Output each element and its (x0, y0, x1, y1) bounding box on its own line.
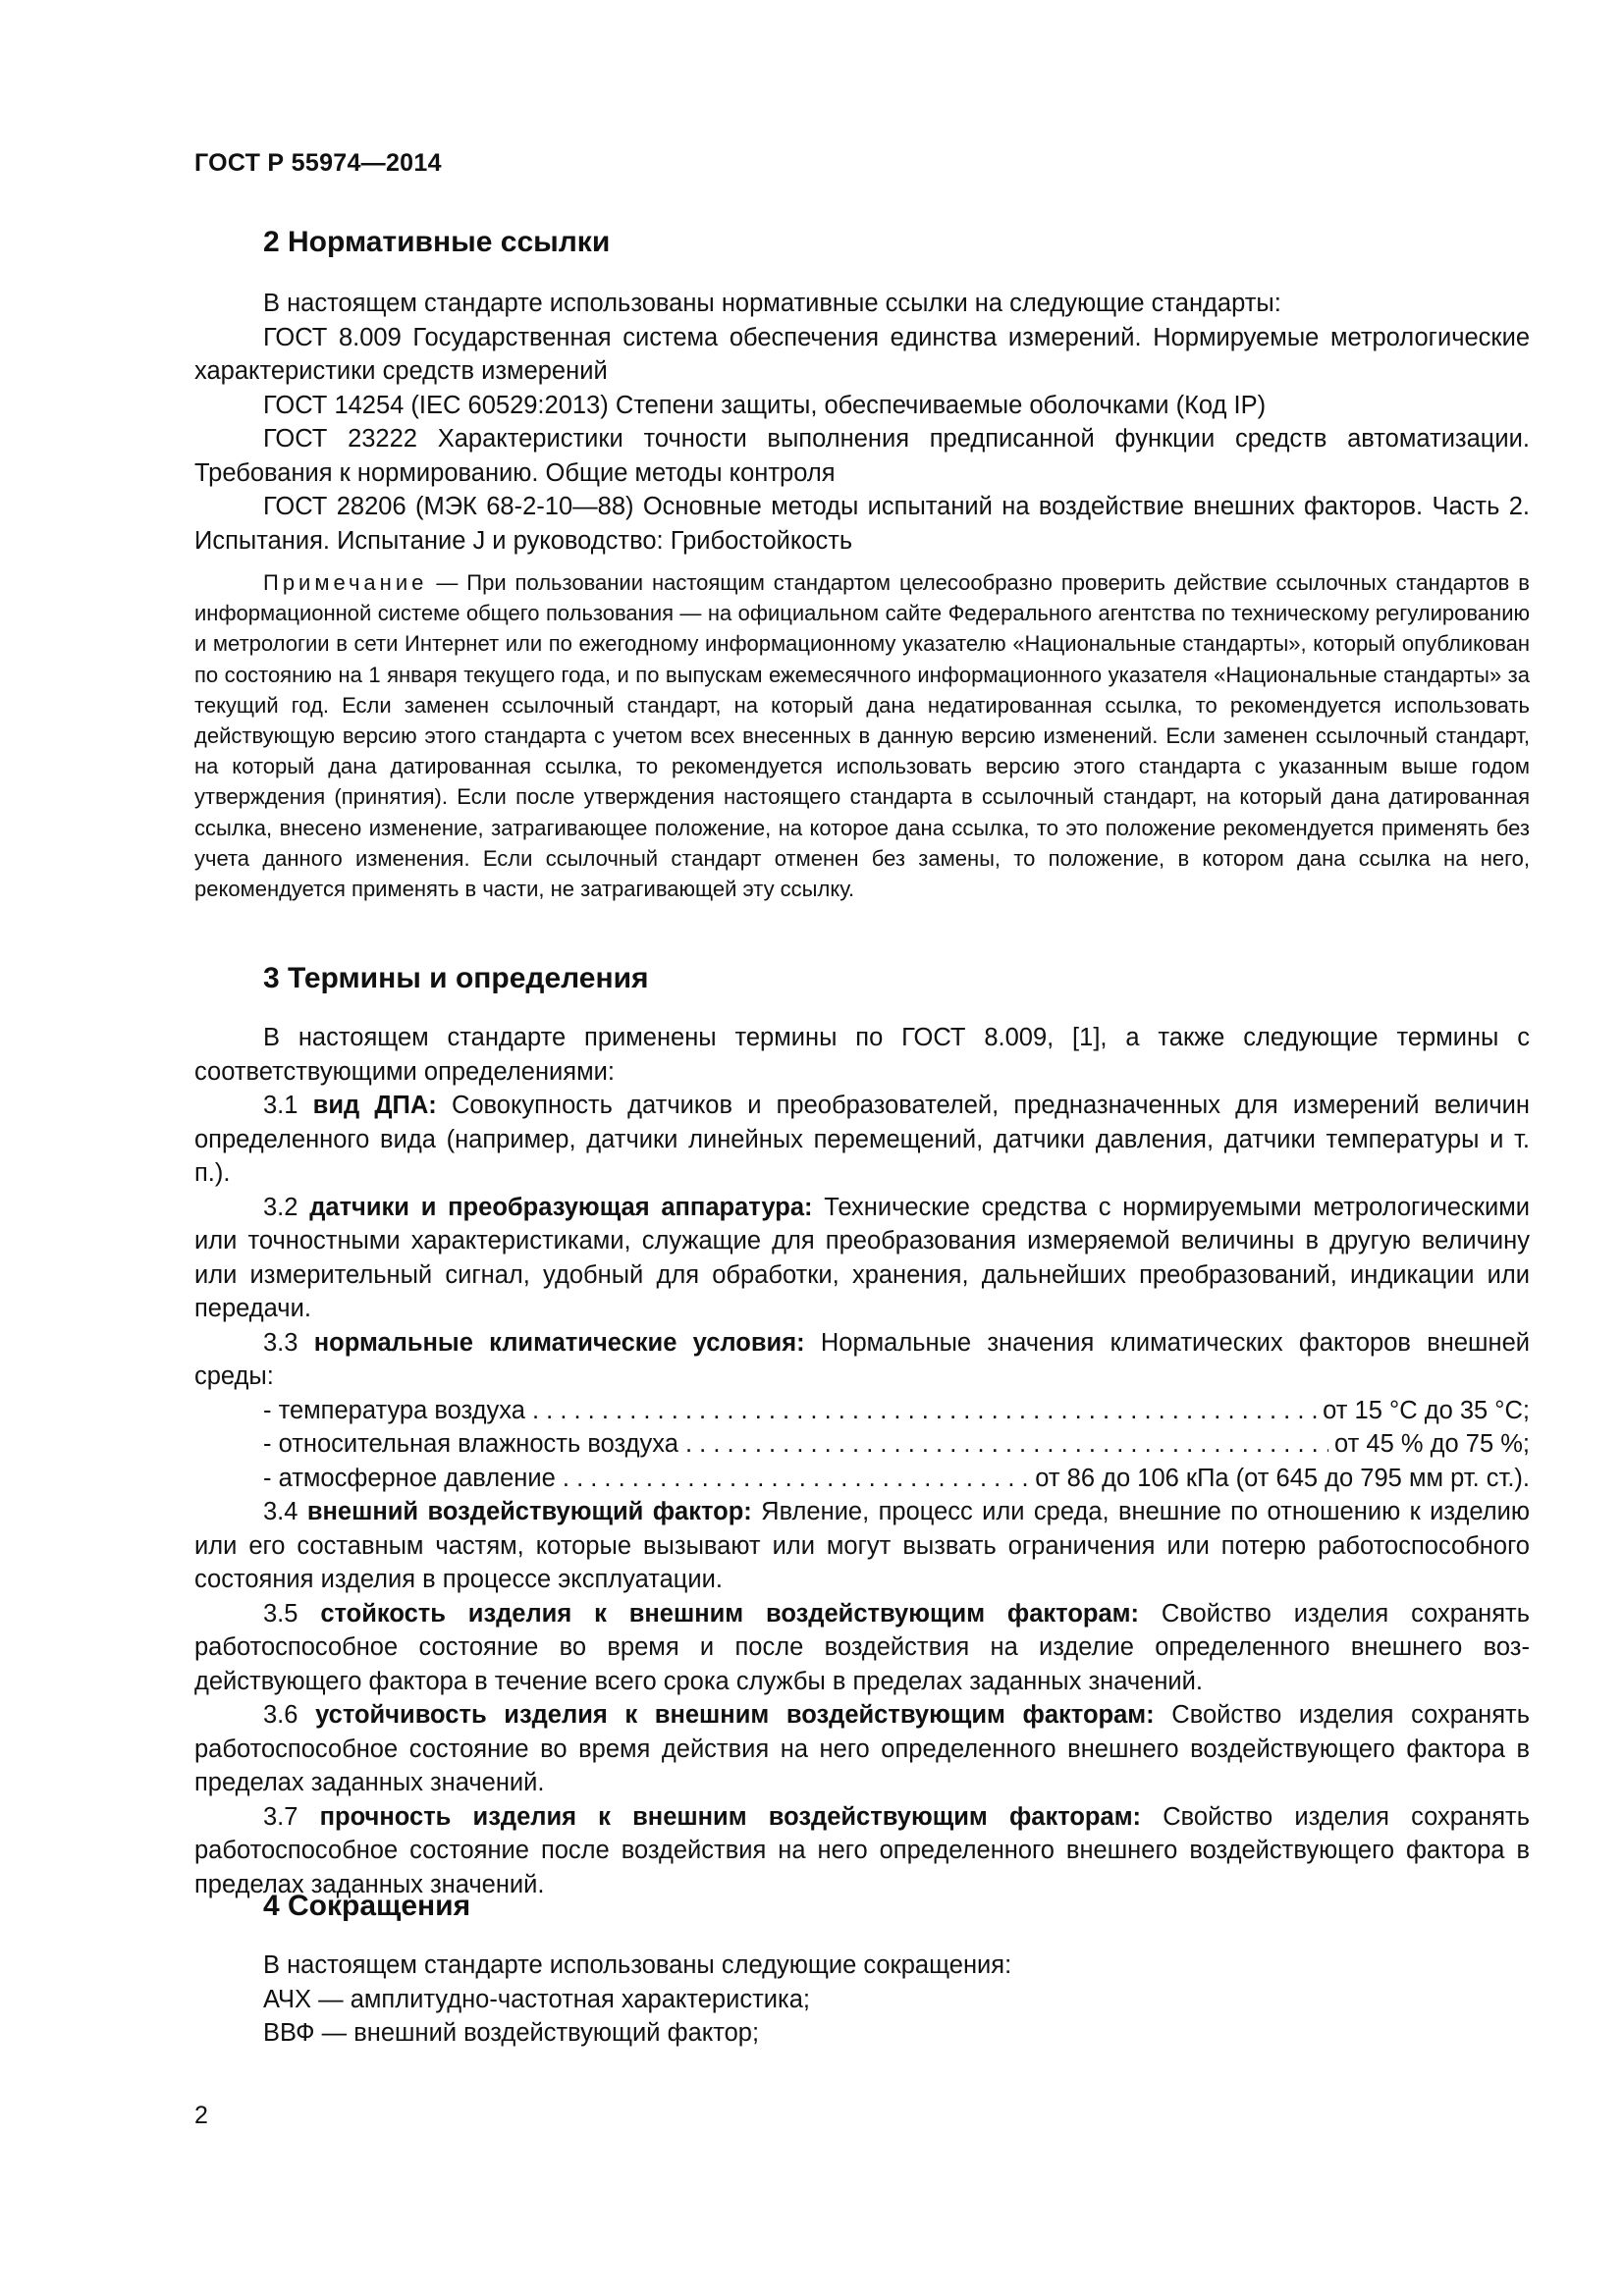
reference-item: ГОСТ 23222 Характеристики точности выполнения предписанной функции средств автоматизации. Требования к нормированию. Общие методы контроля (194, 425, 1530, 487)
term-number: 3.5 (263, 1599, 298, 1628)
term-name: внешний воздействующий фактор: (306, 1498, 752, 1525)
term-3-2 (194, 1191, 1530, 1326)
term-3-3 (194, 1326, 1530, 1394)
section-3-intro: В настоящем стандарте применены термины по ГОСТ 8.009, [1], а также следующие термины с соответствующими определениями: (194, 1024, 1530, 1086)
term-number: 3.4 (263, 1498, 298, 1525)
section-4-title: 4 Сокращения (263, 1890, 471, 1922)
reference-item: ГОСТ 8.009 Государственная система обеспечения единства измерений. Нормируемые метрологические характеристики средств измерений (194, 323, 1530, 385)
term-name: прочность изделия к внешним воздействующим факторам: (319, 1802, 1142, 1831)
term-name: устойчивость изделия к внешним воздействующим факторам: (315, 1701, 1155, 1729)
term-definition: Свойство изделия сохранять работоспособное состояние во время и после воздействия на изделие определенного внешнего воздействующего фактора в течение всего срока службы в пределах заданных значений. (194, 1599, 1530, 1695)
page-number: 2 (194, 2102, 208, 2129)
term-name: нормальные климатические условия: (313, 1328, 805, 1357)
term-name: вид ДПА: (312, 1092, 437, 1119)
term-definition: Свойство изделия сохранять работоспособное состояние во время действия на него определенного внешнего воздействующего фактора в пределах заданных значений. (194, 1701, 1530, 1796)
section-2-title: 2 Нормативные ссылки (263, 226, 611, 258)
term-3-6 (194, 1698, 1530, 1800)
section-3-body (194, 1021, 1530, 1901)
term-3-7 (194, 1800, 1530, 1902)
term-number: 3.3 (263, 1328, 298, 1357)
condition-label: - температура воздуха . . . (263, 1394, 1317, 1428)
document-header: ГОСТ Р 55974—2014 (194, 149, 442, 177)
condition-row (194, 1427, 1530, 1462)
note (194, 567, 1530, 904)
document-page (194, 0, 1530, 2296)
term-3-5 (194, 1597, 1530, 1699)
note-label: Примечание (263, 570, 428, 595)
condition-label: - атмосферное давление . . . (263, 1462, 1029, 1496)
term-number: 3.2 (263, 1193, 298, 1221)
section-2-body (194, 287, 1530, 904)
term-definition: Совокупность датчиков и преобразователей, предназначенных для измерений величин определенного вида (например, датчики линейных перемещений, датчики давления, датчики температуры и т. п.). (194, 1092, 1531, 1187)
section-4-intro: В настоящем стандарте использованы следующие сокращения: (263, 1951, 1012, 1979)
term-definition: Нормальные значения климатических факторов внешней среды: (194, 1328, 1531, 1390)
reference-item: ГОСТ 28206 (МЭК 68-2-10—88) Основные методы испытаний на воздействие внешних факторов. Часть 2. Испытания. Испытание J и руководство: Грибостойкость (194, 493, 1530, 555)
condition-row (194, 1394, 1530, 1428)
condition-value: от 45 % до 75 %; (1334, 1430, 1530, 1458)
term-definition: Явление, процесс или среда, внешние по отношению к изделию или его составным частям, которые вызывают или могут вызвать ограничения или потерю работоспособного состояния изделия в процессе эксплуатации. (194, 1498, 1530, 1593)
term-definition: Технические средства с нормируемыми метрологическими или точностными характеристиками, служащие для преобразования измеряемой величины в другую величину или измерительный сигнал, удобный для обработки, хранения, дальнейших преобразований, индикации или передачи. (194, 1193, 1530, 1322)
term-number: 3.6 (263, 1701, 298, 1729)
section-2-intro: В настоящем стандарте использованы нормативные ссылки на следующие стандарты: (263, 290, 1281, 317)
term-definition: Свойство изделия сохранять работоспособное состояние после воздействия на него определенного внешнего воздействующего фактора в пределах заданных значений. (194, 1802, 1530, 1898)
section-3-title: 3 Термины и определения (263, 962, 649, 994)
term-3-1 (194, 1089, 1530, 1191)
condition-label: - относительная влажность воздуха . . . (263, 1427, 1328, 1462)
abbreviation-item: АЧХ — амплитудно-частотная характеристика; (263, 1985, 811, 2013)
note-text: — При пользовании настоящим стандартом целесообразно проверить действие ссылочных стандартов в информационной системе общего пользования — на официальном сайте Федерального агентства по техническому регулированию и метрологии в сети Интернет или по ежегодному информационному указателю «Национальные стандарты», который опубликован по состоянию на 1 января текущего года, и по выпускам ежемесячного информационного указателя «Национальные стандарты» за текущий год. Если заменен ссылочный стандарт, на который дана недатированная ссылка, то рекомендуется использовать действующую версию этого стандарта с учетом всех внесенных в данную версию изменений. Если заменен ссылочный стандарт, на который дана датированная ссылка, то рекомендуется использовать версию этого стандарта с указанным выше годом утверждения (принятия). Если после утверждения настоящего стандарта в ссылочный стандарт, на который дана датированная ссылка, внесено изменение, затрагивающее положение, на которое дана ссылка, то это положение рекомендуется применять без учета данного изменения. Если ссылочный стандарт отменен без замены, то положение, в котором дана ссылка на него, рекомендуется применять в части, не затрагивающей эту ссылку. (194, 570, 1530, 902)
condition-row (194, 1462, 1530, 1496)
abbreviation-item: ВВФ — внешний воздействующий фактор; (263, 2019, 760, 2047)
term-3-4 (194, 1495, 1530, 1597)
section-4-body (194, 1949, 1530, 2051)
term-name: датчики и преобразующая аппаратура: (309, 1193, 813, 1221)
condition-value: от 15 °С до 35 °С; (1323, 1396, 1530, 1424)
term-name: стойкость изделия к внешним воздействующим факторам: (320, 1599, 1140, 1628)
term-number: 3.7 (263, 1802, 298, 1831)
reference-item: ГОСТ 14254 (IEC 60529:2013) Степени защиты, обеспечиваемые оболочками (Код IP) (263, 391, 1267, 419)
condition-value: от 86 до 106 кПа (от 645 до 795 мм рт. ст.). (1035, 1464, 1530, 1492)
term-number: 3.1 (263, 1092, 298, 1119)
